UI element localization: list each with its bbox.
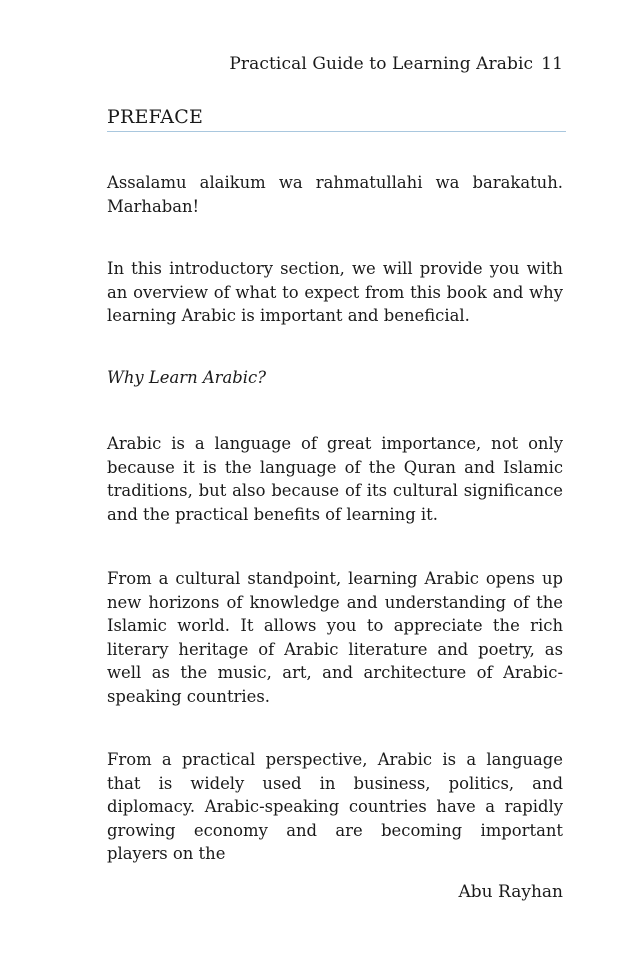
running-header (229, 54, 563, 74)
importance-paragraph: Arabic is a language of great importance, not only because it is the language of the Quran and Islamic traditions, but also because of its cultural significance and the practical benefits of learning it. (107, 434, 563, 524)
intro-paragraph: In this introductory section, we will provide you with an overview of what to expect from this book and why learning Arabic is important and beneficial. (107, 259, 563, 325)
subsection-heading: Why Learn Arabic? (107, 368, 266, 387)
author-footer: Abu Rayhan (458, 882, 563, 902)
page-number: 11 (541, 54, 563, 74)
practical-paragraph: From a practical perspective, Arabic is a language that is widely used in business, politics, and diplomacy. Arabic-speaking countries have a rapidly growing economy and are becoming important players on the (107, 750, 563, 863)
greeting-paragraph: Assalamu alaikum wa rahmatullahi wa barakatuh. Marhaban! (107, 173, 563, 216)
section-heading: PREFACE (107, 106, 566, 132)
book-title: Practical Guide to Learning Arabic (229, 54, 534, 74)
cultural-paragraph: From a cultural standpoint, learning Arabic opens up new horizons of knowledge and understanding of the Islamic world. It allows you to appreciate the rich literary heritage of Arabic literature and poetry, as well as the music, art, and architecture of Arabic-speaking countries. (107, 569, 563, 706)
